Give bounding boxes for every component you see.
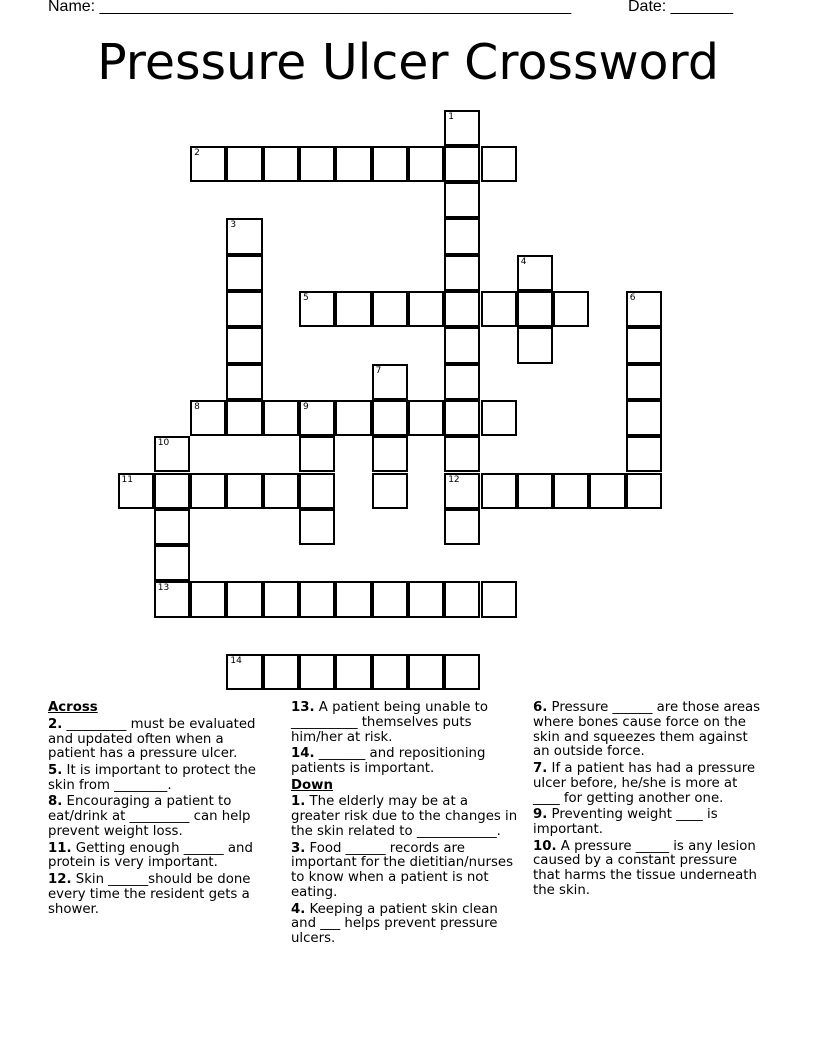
clue-across-12 <box>48 873 270 917</box>
clue-number: 14. <box>291 746 315 762</box>
clue-number: 2. <box>48 716 63 732</box>
crossword-cell[interactable] <box>299 400 335 436</box>
crossword-cell[interactable] <box>444 473 480 509</box>
date-field[interactable]: Date: _______ <box>628 0 733 15</box>
crossword-cell[interactable] <box>626 327 662 363</box>
crossword-cell[interactable] <box>372 291 408 327</box>
page-title: Pressure Ulcer Crossword <box>97 34 719 91</box>
crossword-cell[interactable] <box>263 400 299 436</box>
across-heading: Across <box>48 700 98 715</box>
crossword-cell[interactable] <box>335 400 371 436</box>
crossword-cell[interactable] <box>154 436 190 472</box>
crossword-cell[interactable] <box>299 436 335 472</box>
cell-number: 5 <box>303 293 309 303</box>
clue-across-13 <box>291 701 521 745</box>
crossword-cell[interactable] <box>481 473 517 509</box>
crossword-cell[interactable] <box>553 473 589 509</box>
clue-number: 8. <box>48 794 63 810</box>
clue-across-2 <box>48 718 270 762</box>
crossword-cell[interactable] <box>444 291 480 327</box>
crossword-cell[interactable] <box>517 473 553 509</box>
crossword-cell[interactable] <box>372 364 408 400</box>
crossword-cell[interactable] <box>226 327 262 363</box>
clue-number: 3. <box>291 840 306 856</box>
clue-number: 9. <box>533 807 548 823</box>
clue-across-14 <box>291 747 521 777</box>
clue-text: Food ______ records are important for the dietitian/nurses to know when a patient is not eating. <box>291 840 514 900</box>
crossword-cell[interactable] <box>263 581 299 617</box>
name-field[interactable]: Name: _____________________________________________________ <box>48 0 572 15</box>
clue-text: Skin ______should be done every time the resident gets a shower. <box>48 871 251 917</box>
crossword-cell[interactable] <box>299 473 335 509</box>
crossword-cell[interactable] <box>408 146 444 182</box>
crossword-cell[interactable] <box>408 400 444 436</box>
crossword-cell[interactable] <box>190 400 226 436</box>
clue-text: If a patient has had a pressure ulcer before, he/she is more at ____ for getting another one. <box>533 760 756 806</box>
crossword-cell[interactable] <box>481 291 517 327</box>
crossword-cell[interactable] <box>263 473 299 509</box>
down-heading: Down <box>291 777 333 793</box>
clue-text: _______ and repositioning patients is important. <box>291 746 486 776</box>
clue-down-3 <box>291 842 521 901</box>
crossword-cell[interactable] <box>190 581 226 617</box>
crossword-cell[interactable] <box>408 291 444 327</box>
clue-number: 11. <box>48 840 72 856</box>
crossword-cell[interactable] <box>190 473 226 509</box>
crossword-cell[interactable] <box>263 654 299 690</box>
crossword-cell[interactable] <box>626 436 662 472</box>
crossword-cell[interactable] <box>226 654 262 690</box>
crossword-cell[interactable] <box>335 291 371 327</box>
cell-number: 4 <box>520 256 527 267</box>
clue-number: 1. <box>291 794 306 810</box>
crossword-cell[interactable] <box>589 473 625 509</box>
crossword-cell[interactable] <box>226 255 262 291</box>
crossword-cell[interactable] <box>444 400 480 436</box>
crossword-cell[interactable] <box>299 146 335 182</box>
clue-down-10 <box>533 840 765 899</box>
crossword-cell[interactable] <box>226 473 262 509</box>
clue-text: Preventing weight ____ is important. <box>533 807 718 837</box>
crossword-cell[interactable] <box>335 581 371 617</box>
clues-column-3 <box>533 701 765 901</box>
clue-text: Pressure ______ are those areas where bones cause force on the skin and squeezes them against an outside force. <box>533 700 761 760</box>
clue-text: Encouraging a patient to eat/drink at _________ can help prevent weight loss. <box>48 794 251 839</box>
clue-down-6 <box>533 701 765 760</box>
cell-number: 7 <box>375 365 382 376</box>
clue-text: A patient being unable to __________ themselves puts him/her at risk. <box>291 700 488 745</box>
crossword-cell[interactable] <box>444 255 480 291</box>
crossword-cell[interactable] <box>226 581 262 617</box>
clue-text: Getting enough ______ and protein is very important. <box>48 840 253 871</box>
clue-across-8 <box>48 795 270 839</box>
crossword-cell[interactable] <box>481 581 517 617</box>
clue-across-5 <box>48 764 270 794</box>
crossword-cell[interactable] <box>481 146 517 182</box>
crossword-cell[interactable] <box>372 473 408 509</box>
crossword-cell[interactable] <box>444 218 480 254</box>
cell-number: 12 <box>448 474 460 485</box>
cell-number: 10 <box>157 438 170 449</box>
cell-number: 11 <box>121 474 133 485</box>
clue-down-1 <box>291 795 521 839</box>
crossword-cell[interactable] <box>372 146 408 182</box>
clue-across-11 <box>48 842 270 872</box>
crossword-cell[interactable] <box>335 654 371 690</box>
clue-number: 12. <box>48 871 72 887</box>
clue-number: 5. <box>48 762 63 778</box>
cell-number: 8 <box>194 401 200 412</box>
crossword-cell[interactable] <box>444 436 480 472</box>
crossword-cell[interactable] <box>226 364 262 400</box>
cell-number: 1 <box>448 111 454 122</box>
crossword-cell[interactable] <box>517 327 553 363</box>
crossword-cell[interactable] <box>226 218 262 254</box>
clue-number: 4. <box>291 901 306 917</box>
crossword-cell[interactable] <box>118 473 154 509</box>
crossword-cell[interactable] <box>444 654 480 690</box>
crossword-cell[interactable] <box>154 509 190 545</box>
clue-number: 7. <box>533 760 548 776</box>
crossword-cell[interactable] <box>444 110 480 146</box>
cell-number: 2 <box>194 147 200 158</box>
clue-down-9 <box>533 808 765 838</box>
crossword-cell[interactable] <box>226 400 262 436</box>
clue-text: _________ must be evaluated and updated often when a patient has a pressure ulcer. <box>48 716 256 762</box>
crossword-cell[interactable] <box>626 473 662 509</box>
crossword-cell[interactable] <box>553 291 589 327</box>
crossword-cell[interactable] <box>372 654 408 690</box>
crossword-cell[interactable] <box>517 291 553 327</box>
crossword-cell[interactable] <box>481 400 517 436</box>
crossword-cell[interactable] <box>299 291 335 327</box>
crossword-cell[interactable] <box>154 473 190 509</box>
clue-down-7 <box>533 762 765 806</box>
crossword-cell[interactable] <box>372 400 408 436</box>
clue-number: 10. <box>533 838 557 854</box>
clue-text: A pressure _____ is any lesion caused by a constant pressure that harms the tissue underneath the skin. <box>533 838 757 898</box>
crossword-cell[interactable] <box>190 146 226 182</box>
crossword-cell[interactable] <box>444 581 480 617</box>
crossword-cell[interactable] <box>408 581 444 617</box>
cell-number: 9 <box>303 401 309 412</box>
cell-number: 14 <box>230 656 242 666</box>
cell-number: 6 <box>629 293 636 303</box>
clue-number: 6. <box>533 700 548 715</box>
crossword-cell[interactable] <box>299 509 335 545</box>
crossword-cell[interactable] <box>626 400 662 436</box>
crossword-cell[interactable] <box>444 364 480 400</box>
clues-column-1 <box>48 701 270 919</box>
crossword-cell[interactable] <box>226 146 262 182</box>
crossword-cell[interactable] <box>408 654 444 690</box>
crossword-cell[interactable] <box>517 255 553 291</box>
crossword-cell[interactable] <box>626 364 662 400</box>
clue-number: 13. <box>291 700 315 715</box>
cell-number: 13 <box>157 583 170 594</box>
clue-text: Keeping a patient skin clean and ___ helps prevent pressure ulcers. <box>291 901 498 947</box>
crossword-cell[interactable] <box>154 581 190 617</box>
clues-column-2 <box>291 701 521 949</box>
crossword-cell[interactable] <box>626 291 662 327</box>
cell-number: 3 <box>230 220 237 231</box>
crossword-cell[interactable] <box>444 509 480 545</box>
crossword-cell[interactable] <box>444 182 480 218</box>
crossword-cell[interactable] <box>299 654 335 690</box>
crossword-cell[interactable] <box>444 146 480 182</box>
crossword-cell[interactable] <box>154 545 190 581</box>
crossword-cell[interactable] <box>372 581 408 617</box>
crossword-cell[interactable] <box>263 146 299 182</box>
crossword-cell[interactable] <box>299 581 335 617</box>
clue-text: It is important to protect the skin from ________. <box>48 762 256 793</box>
crossword-cell[interactable] <box>372 436 408 472</box>
crossword-cell[interactable] <box>335 146 371 182</box>
crossword-cell[interactable] <box>226 291 262 327</box>
clue-text: The elderly may be at a greater risk due to the changes in the skin related to ____________. <box>291 794 518 839</box>
crossword-cell[interactable] <box>444 327 480 363</box>
clue-down-4 <box>291 903 521 947</box>
